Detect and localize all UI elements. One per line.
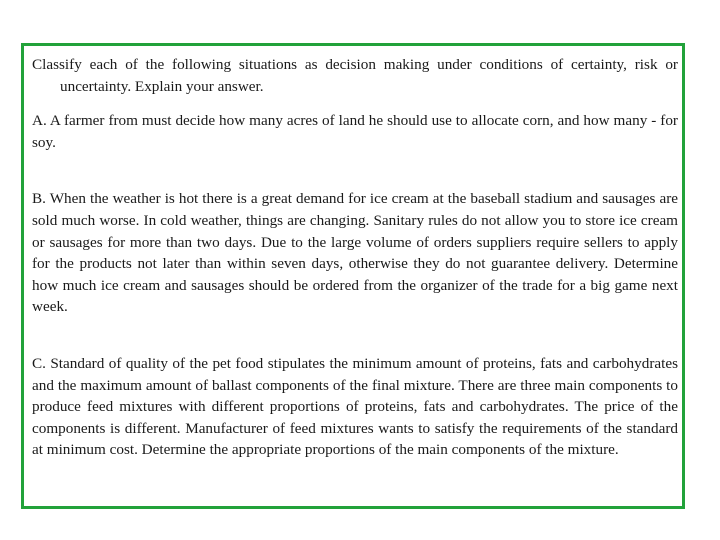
task-frame xyxy=(21,43,685,509)
situation-a-text: A. A farmer from must decide how many acres of land he should use to allocate corn, and how many - for soy. xyxy=(32,112,678,151)
situation-b-text: B. When the weather is hot there is a great demand for ice cream at the baseball stadium and sausages are sold much worse. In cold weather, things are changing. Sanitary rules do not allow you to store ice cream or sausages for more than two days. Due to the large volume of orders suppliers require sellers to apply for the products not later than within seven days, otherwise they do not guarantee delivery. Determine how much ice cream and sausages should be ordered from the organizer of the trade for a big game next week. xyxy=(32,190,678,316)
situation-c-text: C. Standard of quality of the pet food stipulates the minimum amount of proteins, fats and carbohydrates and the maximum amount of ballast components of the final mixture. There are three main components to produce feed mixtures with different proportions of proteins, fats and carbohydrates. The price of the components is different. Manufacturer of feed mixtures wants to satisfy the requirements of the standard at minimum cost. Determine the appropriate proportions of the main components of the mixture. xyxy=(32,354,678,459)
intro-text: Classify each of the following situations as decision making under conditions of certainty, risk or uncertainty. Explain your answer. xyxy=(32,56,678,95)
task-content xyxy=(32,54,678,461)
